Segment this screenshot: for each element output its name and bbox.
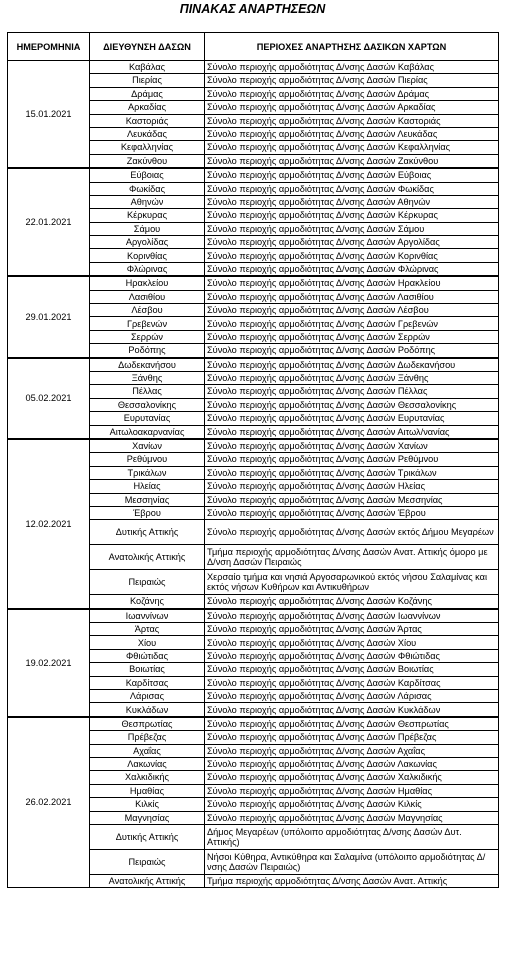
table-body xyxy=(8,61,499,888)
posting-area-cell: Σύνολο περιοχής αρμοδιότητας Δ/νσης Δασών Ιωαννίνων xyxy=(205,609,499,623)
directorate-cell: Λάρισας xyxy=(90,690,205,703)
directorate-cell: Ξάνθης xyxy=(90,371,205,384)
postings-table xyxy=(7,32,499,888)
directorate-cell: Πέλλας xyxy=(90,385,205,398)
directorate-cell: Γρεβενών xyxy=(90,317,205,330)
directorate-cell: Σάμου xyxy=(90,222,205,235)
directorate-cell: Κέρκυρας xyxy=(90,209,205,222)
posting-area-cell: Σύνολο περιοχής αρμοδιότητας Δ/νσης Δασών Ρεθύμνου xyxy=(205,453,499,466)
posting-area-cell: Σύνολο περιοχής αρμοδιότητας Δ/νσης Δασών Λευκάδας xyxy=(205,127,499,140)
posting-area-cell: Τμήμα περιοχής αρμοδιότητας Δ/νσης Δασών Ανατ. Αττικής xyxy=(205,874,499,887)
posting-area-cell: Σύνολο περιοχής αρμοδιότητας Δ/νσης Δασών Λέσβου xyxy=(205,304,499,317)
posting-area-cell: Σύνολο περιοχής αρμοδιότητας Δ/νσης Δασών Καστοριάς xyxy=(205,114,499,127)
posting-area-cell: Σύνολο περιοχής αρμοδιότητας Δ/νσης Δασών Μαγνησίας xyxy=(205,811,499,824)
posting-area-cell: Σύνολο περιοχής αρμοδιότητας Δ/νσης Δασών Ηρακλείου xyxy=(205,276,499,290)
directorate-cell: Καστοριάς xyxy=(90,114,205,127)
posting-area-cell: Σύνολο περιοχής αρμοδιότητας Δ/νσης Δασών Λακωνίας xyxy=(205,757,499,770)
posting-area-cell: Σύνολο περιοχής αρμοδιότητας Δ/νσης Δασών Αχαΐας xyxy=(205,744,499,757)
page-title: ΠΙΝΑΚΑΣ ΑΝΑΡΤΗΣΕΩΝ xyxy=(179,2,326,16)
posting-area-cell: Σύνολο περιοχής αρμοδιότητας Δ/νσης Δασών Ευρυτανίας xyxy=(205,412,499,425)
posting-area-cell: Σύνολο περιοχής αρμοδιότητας Δ/νσης Δασών Αργολίδας xyxy=(205,236,499,249)
directorate-cell: Λέσβου xyxy=(90,304,205,317)
directorate-cell: Πιερίας xyxy=(90,74,205,87)
directorate-cell: Χίου xyxy=(90,636,205,649)
posting-area-cell: Σύνολο περιοχής αρμοδιότητας Δ/νσης Δασών Κοζάνης xyxy=(205,595,499,609)
posting-area-cell: Σύνολο περιοχής αρμοδιότητας Δ/νσης Δασών Ηλείας xyxy=(205,480,499,493)
posting-area-cell: Σύνολο περιοχής αρμοδιότητας Δ/νσης Δασών Χαλκιδικής xyxy=(205,771,499,784)
posting-area-cell: Σύνολο περιοχής αρμοδιότητας Δ/νσης Δασών Κεφαλληνίας xyxy=(205,141,499,154)
directorate-cell: Ημαθίας xyxy=(90,784,205,797)
directorate-cell: Αργολίδας xyxy=(90,236,205,249)
directorate-cell: Κοζάνης xyxy=(90,595,205,609)
posting-area-cell: Σύνολο περιοχής αρμοδιότητας Δ/νσης Δασών Δράμας xyxy=(205,87,499,100)
directorate-cell: Ηλείας xyxy=(90,480,205,493)
posting-area-cell: Σύνολο περιοχής αρμοδιότητας Δ/νσης Δασών Πρέβεζας xyxy=(205,731,499,744)
table-row xyxy=(8,609,499,623)
directorate-cell: Δυτικής Αττικής xyxy=(90,520,205,545)
directorate-cell: Ανατολικής Αττικής xyxy=(90,874,205,887)
posting-area-cell: Σύνολο περιοχής αρμοδιότητας Δ/νσης Δασών Λασιθίου xyxy=(205,290,499,303)
directorate-cell: Έβρου xyxy=(90,506,205,519)
posting-area-cell: Σύνολο περιοχής αρμοδιότητας Δ/νσης Δασών Ημαθίας xyxy=(205,784,499,797)
directorate-cell: Ρεθύμνου xyxy=(90,453,205,466)
posting-area-cell: Σύνολο περιοχής αρμοδιότητας Δ/νσης Δασών Εύβοιας xyxy=(205,168,499,182)
directorate-cell: Κεφαλληνίας xyxy=(90,141,205,154)
posting-area-cell: Νήσοι Κύθηρα, Αντικύθηρα και Σαλαμίνα (υπόλοιπο αρμοδιότητας Δ/νσης Δασών Πειραιώς) xyxy=(205,849,499,874)
posting-area-cell: Σύνολο περιοχής αρμοδιότητας Δ/νσης Δασών Βοιωτίας xyxy=(205,663,499,676)
posting-date-cell: 12.02.2021 xyxy=(8,439,90,609)
posting-area-cell: Σύνολο περιοχής αρμοδιότητας Δ/νσης Δασών Λάρισας xyxy=(205,690,499,703)
posting-area-cell: Σύνολο περιοχής αρμοδιότητας Δ/νσης Δασών Κιλκίς xyxy=(205,798,499,811)
directorate-cell: Αθηνών xyxy=(90,195,205,208)
posting-date-cell: 19.02.2021 xyxy=(8,609,90,717)
posting-area-cell: Σύνολο περιοχής αρμοδιότητας Δ/νσης Δασών Κυκλάδων xyxy=(205,703,499,717)
directorate-cell: Δυτικής Αττικής xyxy=(90,824,205,849)
posting-date-cell: 26.02.2021 xyxy=(8,717,90,888)
directorate-cell: Καβάλας xyxy=(90,61,205,74)
directorate-cell: Ηρακλείου xyxy=(90,276,205,290)
directorate-cell: Άρτας xyxy=(90,623,205,636)
table-row xyxy=(8,439,499,453)
directorate-cell: Πειραιώς xyxy=(90,849,205,874)
table-header-row xyxy=(8,33,499,61)
posting-area-cell: Χερσαίο τμήμα και νησιά Αργοσαρωνικού εκτός νήσου Σαλαμίνας και εκτός νήσων Κυθήρων και Αντικυθήρων xyxy=(205,570,499,595)
directorate-cell: Ιωαννίνων xyxy=(90,609,205,623)
posting-area-cell: Σύνολο περιοχής αρμοδιότητας Δ/νσης Δασών Τρικάλων xyxy=(205,466,499,479)
directorate-cell: Καρδίτσας xyxy=(90,676,205,689)
posting-area-cell: Δήμος Μεγαρέων (υπόλοιπο αρμοδιότητας Δ/νσης Δασών Δυτ. Αττικής) xyxy=(205,824,499,849)
directorate-cell: Πειραιώς xyxy=(90,570,205,595)
table-row xyxy=(8,717,499,731)
posting-area-cell: Σύνολο περιοχής αρμοδιότητας Δ/νσης Δασών Γρεβενών xyxy=(205,317,499,330)
directorate-cell: Εύβοιας xyxy=(90,168,205,182)
posting-area-cell: Σύνολο περιοχής αρμοδιότητας Δ/νσης Δασών Ροδόπης xyxy=(205,344,499,358)
directorate-cell: Κορινθίας xyxy=(90,249,205,262)
table-row xyxy=(8,276,499,290)
directorate-cell: Ανατολικής Αττικής xyxy=(90,545,205,570)
directorate-cell: Πρέβεζας xyxy=(90,731,205,744)
posting-area-cell: Σύνολο περιοχής αρμοδιότητας Δ/νσης Δασών Κορινθίας xyxy=(205,249,499,262)
directorate-cell: Μεσσηνίας xyxy=(90,493,205,506)
directorate-cell: Κυκλάδων xyxy=(90,703,205,717)
posting-area-cell: Σύνολο περιοχής αρμοδιότητας Δ/νσης Δασών Σερρών xyxy=(205,330,499,343)
areas-column-header: ΠΕΡΙΟΧΕΣ ΑΝΑΡΤΗΣΗΣ ΔΑΣΙΚΩΝ ΧΑΡΤΩΝ xyxy=(205,33,499,61)
directorate-cell: Ευρυτανίας xyxy=(90,412,205,425)
posting-area-cell: Σύνολο περιοχής αρμοδιότητας Δ/νσης Δασών Πέλλας xyxy=(205,385,499,398)
directorate-cell: Κιλκίς xyxy=(90,798,205,811)
directorate-cell: Φλώρινας xyxy=(90,262,205,276)
posting-area-cell: Σύνολο περιοχής αρμοδιότητας Δ/νσης Δασών Χίου xyxy=(205,636,499,649)
posting-area-cell: Σύνολο περιοχής αρμοδιότητας Δ/νσης Δασών Σάμου xyxy=(205,222,499,235)
posting-area-cell: Σύνολο περιοχής αρμοδιότητας Δ/νσης Δασών Αθηνών xyxy=(205,195,499,208)
posting-area-cell: Σύνολο περιοχής αρμοδιότητας Δ/νσης Δασών Ξάνθης xyxy=(205,371,499,384)
posting-area-cell: Σύνολο περιοχής αρμοδιότητας Δ/νσης Δασών Καβάλας xyxy=(205,61,499,74)
posting-area-cell: Σύνολο περιοχής αρμοδιότητας Δ/νσης Δασών Φωκίδας xyxy=(205,182,499,195)
posting-area-cell: Σύνολο περιοχής αρμοδιότητας Δ/νσης Δασών Αρκαδίας xyxy=(205,101,499,114)
directorate-cell: Σερρών xyxy=(90,330,205,343)
table-row xyxy=(8,61,499,74)
posting-date-cell: 05.02.2021 xyxy=(8,358,90,439)
directorate-cell: Μαγνησίας xyxy=(90,811,205,824)
directorate-cell: Αχαΐας xyxy=(90,744,205,757)
posting-area-cell: Σύνολο περιοχής αρμοδιότητας Δ/νσης Δασών Καρδίτσας xyxy=(205,676,499,689)
directorate-cell: Χανίων xyxy=(90,439,205,453)
directorate-cell: Λακωνίας xyxy=(90,757,205,770)
posting-date-cell: 22.01.2021 xyxy=(8,168,90,276)
directorate-cell: Ροδόπης xyxy=(90,344,205,358)
directorate-cell: Αιτωλοακαρνανίας xyxy=(90,425,205,439)
directorate-cell: Φθιώτιδας xyxy=(90,649,205,662)
directorate-cell: Χαλκιδικής xyxy=(90,771,205,784)
posting-area-cell: Σύνολο περιοχής αρμοδιότητας Δ/νσης Δασών Κέρκυρας xyxy=(205,209,499,222)
directorate-cell: Λασιθίου xyxy=(90,290,205,303)
directorate-cell: Αρκαδίας xyxy=(90,101,205,114)
posting-area-cell: Σύνολο περιοχής αρμοδιότητας Δ/νσης Δασών Μεσσηνίας xyxy=(205,493,499,506)
posting-area-cell: Σύνολο περιοχής αρμοδιότητας Δ/νσης Δασών Πιερίας xyxy=(205,74,499,87)
posting-area-cell: Σύνολο περιοχής αρμοδιότητας Δ/νσης Δασών Θεσσαλονίκης xyxy=(205,398,499,411)
directorate-cell: Θεσσαλονίκης xyxy=(90,398,205,411)
directorate-cell: Λευκάδας xyxy=(90,127,205,140)
date-column-header: ΗΜΕΡΟΜΗΝΙΑ xyxy=(8,33,90,61)
posting-area-cell: Σύνολο περιοχής αρμοδιότητας Δ/νσης Δασών Θεσπρωτίας xyxy=(205,717,499,731)
posting-date-cell: 29.01.2021 xyxy=(8,276,90,357)
posting-area-cell: Σύνολο περιοχής αρμοδιότητας Δ/νσης Δασών Ζακύνθου xyxy=(205,154,499,168)
posting-area-cell: Σύνολο περιοχής αρμοδιότητας Δ/νσης Δασών Φλώρινας xyxy=(205,262,499,276)
directorate-column-header: ΔΙΕΥΘΥΝΣΗ ΔΑΣΩΝ xyxy=(90,33,205,61)
directorate-cell: Δράμας xyxy=(90,87,205,100)
table-row xyxy=(8,358,499,372)
posting-area-cell: Σύνολο περιοχής αρμοδιότητας Δ/νσης Δασών Χανίων xyxy=(205,439,499,453)
posting-date-cell: 15.01.2021 xyxy=(8,61,90,169)
posting-area-cell: Σύνολο περιοχής αρμοδιότητας Δ/νσης Δασών Δωδεκανήσου xyxy=(205,358,499,372)
posting-area-cell: Σύνολο περιοχής αρμοδιότητας Δ/νσης Δασών Έβρου xyxy=(205,506,499,519)
directorate-cell: Βοιωτίας xyxy=(90,663,205,676)
directorate-cell: Θεσπρωτίας xyxy=(90,717,205,731)
posting-area-cell: Σύνολο περιοχής αρμοδιότητας Δ/νσης Δασών εκτός Δήμου Μεγαρέων xyxy=(205,520,499,545)
posting-area-cell: Σύνολο περιοχής αρμοδιότητας Δ/νσης Δασών Αιτωλ/νανίας xyxy=(205,425,499,439)
posting-area-cell: Τμήμα περιοχής αρμοδιότητας Δ/νσης Δασών Ανατ. Αττικής όμορο με Δ/νση Δασών Πειραιώς xyxy=(205,545,499,570)
posting-area-cell: Σύνολο περιοχής αρμοδιότητας Δ/νσης Δασών Άρτας xyxy=(205,623,499,636)
directorate-cell: Φωκίδας xyxy=(90,182,205,195)
directorate-cell: Τρικάλων xyxy=(90,466,205,479)
posting-area-cell: Σύνολο περιοχής αρμοδιότητας Δ/νσης Δασών Φθιώτιδας xyxy=(205,649,499,662)
table-row xyxy=(8,168,499,182)
directorate-cell: Ζακύνθου xyxy=(90,154,205,168)
directorate-cell: Δωδεκανήσου xyxy=(90,358,205,372)
